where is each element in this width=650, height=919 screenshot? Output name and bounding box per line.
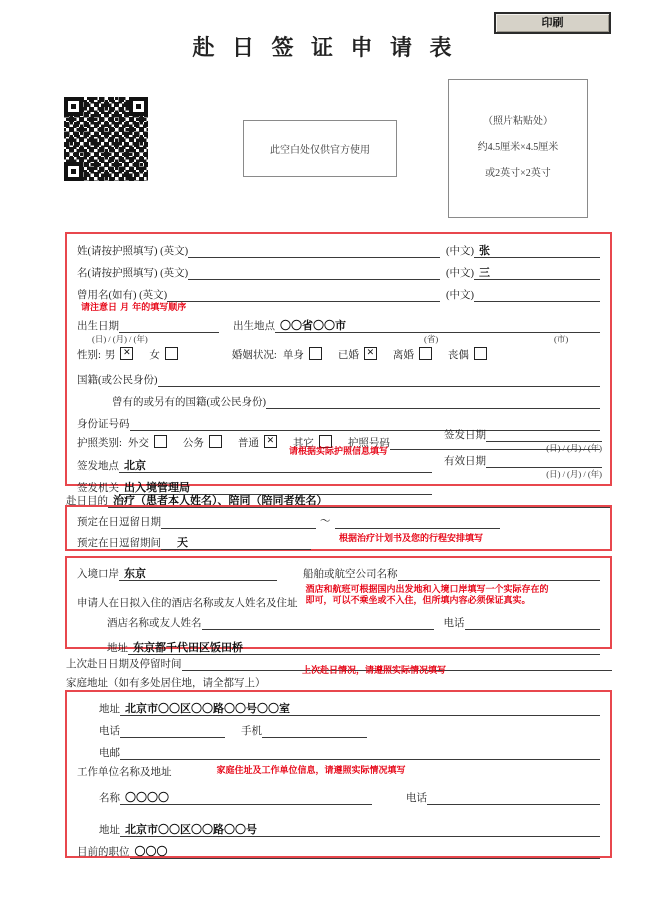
passport-diplomatic-checkbox[interactable] (154, 435, 167, 448)
passport-info-hint: 请根据实际护照信息填写 (289, 447, 389, 457)
work-name-value: 〇〇〇〇 (125, 791, 169, 804)
surname-cn-label: (中文) (446, 246, 474, 257)
marital-status-label: 婚姻状况: (231, 349, 277, 361)
issue-date-field[interactable] (486, 427, 602, 442)
entry-port-value: 东京 (124, 567, 146, 580)
tilde-separator: ～ (320, 516, 331, 527)
issue-org-label: 签发机关 (77, 483, 119, 494)
entry-port-field[interactable] (119, 566, 277, 581)
hotel-phone-label: 电话 (443, 618, 465, 629)
stay-from-field[interactable] (161, 514, 316, 529)
issue-place-label: 签发地点 (77, 461, 119, 472)
given-name-en-field[interactable] (188, 265, 440, 280)
work-phone-label: 电话 (406, 793, 427, 804)
last-visit-hint: 上次赴日情况，请遵照实际情况填写 (302, 666, 447, 676)
issue-org-value: 出入境管理局 (124, 481, 190, 494)
gender-male-label: 男 (104, 349, 116, 361)
dob-order-hint: 请注意日 月 年的填写顺序 (81, 303, 187, 313)
expiry-date-sub-label: (日) / (月) / (年) (546, 469, 602, 479)
home-address-field[interactable] (120, 701, 600, 716)
former-name-en-field[interactable] (167, 287, 440, 302)
marital-widowed-label: 丧偶 (447, 349, 469, 361)
entry-port-label: 入境口岸 (77, 569, 119, 580)
passport-diplomatic-label: 外交 (127, 437, 149, 449)
issue-place-field[interactable] (119, 458, 432, 473)
gender-female-label: 女 (149, 349, 160, 361)
mobile-label: 手机 (241, 726, 262, 737)
home-address-value: 北京市〇〇区〇〇路〇〇号〇〇室 (125, 702, 290, 715)
nationality-label: 国籍(或公民身份) (77, 375, 158, 386)
dob-sub-label: (日) / (月) / (年) (92, 334, 148, 344)
last-visit-label: 上次赴日日期及停留时间 (66, 659, 182, 670)
stay-plan-section (65, 505, 612, 551)
stay-period-field[interactable] (161, 535, 311, 550)
gender-female-checkbox[interactable] (165, 347, 178, 360)
nationality-field[interactable] (158, 372, 601, 387)
former-name-label: 曾用名(如有) (英文) (77, 290, 168, 301)
photo-box-line1: （照片粘贴处） (483, 116, 553, 127)
hotel-name-field[interactable] (202, 615, 434, 630)
given-name-cn-field[interactable] (474, 265, 600, 280)
work-section-label: 工作单位名称及地址 (77, 766, 172, 778)
photo-box-line2: 约4.5厘米×4.5厘米 (477, 142, 559, 153)
hotel-hint-line2: 即可，可以不乘坐或不入住，但所填内容必须保证真实。 (305, 595, 531, 606)
photo-box-line3: 或2英寸×2英寸 (485, 168, 551, 179)
marital-single-label: 单身 (282, 349, 304, 361)
marital-widowed-checkbox[interactable] (474, 347, 487, 360)
stay-plan-hint: 根据治疗计划书及您的行程安排填写 (339, 534, 484, 544)
surname-en-field[interactable] (188, 243, 440, 258)
carrier-field[interactable] (398, 566, 601, 581)
passport-type-label: 护照类别: (77, 437, 122, 449)
issue-date-label: 签发日期 (444, 430, 486, 441)
pob-province-sub-label: (省) (424, 334, 439, 344)
work-name-label: 名称 (99, 793, 120, 804)
hotel-address-value: 东京都千代田区饭田桥 (133, 641, 243, 654)
purpose-label: 赴日目的 (66, 496, 108, 507)
qr-finder-icon (64, 97, 83, 116)
home-address-label-row (66, 666, 612, 690)
pob-city-sub-label: (市) (554, 334, 569, 344)
carrier-label: 船舶或航空公司名称 (303, 569, 398, 580)
stay-period-value: 天 (177, 536, 188, 549)
surname-label: 姓(请按护照填写) (英文) (77, 246, 189, 257)
marital-married-checkbox[interactable]: ✕ (364, 347, 377, 360)
hotel-name-label: 酒店名称或友人姓名 (107, 618, 202, 629)
passport-number-label: 护照号码 (347, 437, 390, 449)
expiry-date-field[interactable] (486, 453, 602, 468)
work-name-field[interactable] (120, 790, 372, 805)
official-use-note: 此空白处仅供官方使用 (270, 145, 370, 156)
work-phone-field[interactable] (427, 790, 600, 805)
print-button[interactable]: 印刷 (494, 12, 611, 34)
former-name-cn-field[interactable] (474, 287, 600, 302)
home-phone-field[interactable] (120, 723, 225, 738)
marital-married-label: 已婚 (337, 349, 359, 361)
qr-code (64, 97, 148, 181)
marital-divorced-checkbox[interactable] (419, 347, 432, 360)
home-address-section-label: 家庭地址（如有多处居住地，请全都写上） (66, 678, 266, 689)
stay-to-field[interactable] (335, 514, 500, 529)
position-field[interactable] (130, 844, 601, 859)
marital-divorced-label: 离婚 (392, 349, 414, 361)
hotel-phone-field[interactable] (465, 615, 601, 630)
stay-dates-label: 预定在日逗留日期 (77, 517, 161, 528)
passport-ordinary-checkbox[interactable]: ✕ (264, 435, 277, 448)
surname-cn-value: 张 (479, 244, 490, 257)
id-number-label: 身份证号码 (77, 419, 130, 430)
expiry-date-label: 有效日期 (444, 456, 486, 467)
home-phone-label: 电话 (99, 726, 120, 737)
hotel-address-label: 地址 (107, 643, 128, 654)
work-address-field[interactable] (120, 822, 600, 837)
official-use-box (243, 120, 397, 177)
purpose-value: 治疗（患者本人姓名）、陪同（陪同者姓名） (113, 494, 328, 507)
former-name-cn-label: (中文) (446, 290, 474, 301)
stay-period-label: 预定在日逗留期间 (77, 538, 161, 549)
email-label: 电邮 (99, 748, 120, 759)
pob-value: 〇〇省〇〇市 (280, 319, 346, 332)
position-value: 〇〇〇 (134, 845, 168, 858)
mobile-field[interactable] (262, 723, 367, 738)
marital-single-checkbox[interactable] (309, 347, 322, 360)
pob-field[interactable] (275, 318, 600, 333)
pob-label: 出生地点 (233, 321, 275, 332)
page-title: 赴 日 签 证 申 请 表 (192, 35, 458, 60)
home-address-label: 地址 (99, 704, 120, 715)
entry-hotel-section (65, 556, 612, 654)
position-label: 目前的职位 (77, 847, 130, 858)
work-address-value: 北京市〇〇区〇〇路〇〇号 (125, 823, 257, 836)
gender-label: 性别: (77, 349, 101, 361)
given-name-label: 名(请按护照填写) (英文) (77, 268, 189, 279)
hotel-hint-line1: 酒店和航班可根据国内出发地和入境口岸填写一个实际存在的 (305, 584, 549, 595)
other-nationality-field[interactable] (266, 394, 600, 409)
passport-other-label: 其它 (292, 437, 314, 449)
personal-info-section (65, 232, 612, 494)
issue-place-value: 北京 (124, 459, 146, 472)
passport-ordinary-label: 普通 (237, 437, 259, 449)
given-name-cn-value: 三 (479, 266, 490, 279)
surname-cn-field[interactable] (474, 243, 600, 258)
other-nationality-label: 曾有的或另有的国籍(或公民身份) (112, 397, 266, 408)
work-info-hint: 家庭住址及工作单位信息，请遵照实际情况填写 (216, 765, 406, 776)
gender-male-checkbox[interactable]: ✕ (120, 347, 133, 360)
given-name-cn-label: (中文) (446, 268, 474, 279)
email-field[interactable] (120, 745, 600, 760)
work-address-label: 地址 (99, 825, 120, 836)
passport-official-checkbox[interactable] (209, 435, 222, 448)
qr-finder-icon (64, 162, 83, 181)
passport-official-label: 公务 (182, 437, 204, 449)
photo-paste-box (448, 79, 588, 218)
dob-field[interactable] (119, 318, 219, 333)
home-work-section (65, 690, 612, 858)
qr-finder-icon (129, 97, 148, 116)
hotel-section-label: 申请人在日拟入住的酒店名称或友人姓名及住址 (77, 598, 298, 609)
issue-date-sub-label: (日) / (月) / (年) (546, 443, 602, 453)
dob-label: 出生日期 (77, 321, 119, 332)
